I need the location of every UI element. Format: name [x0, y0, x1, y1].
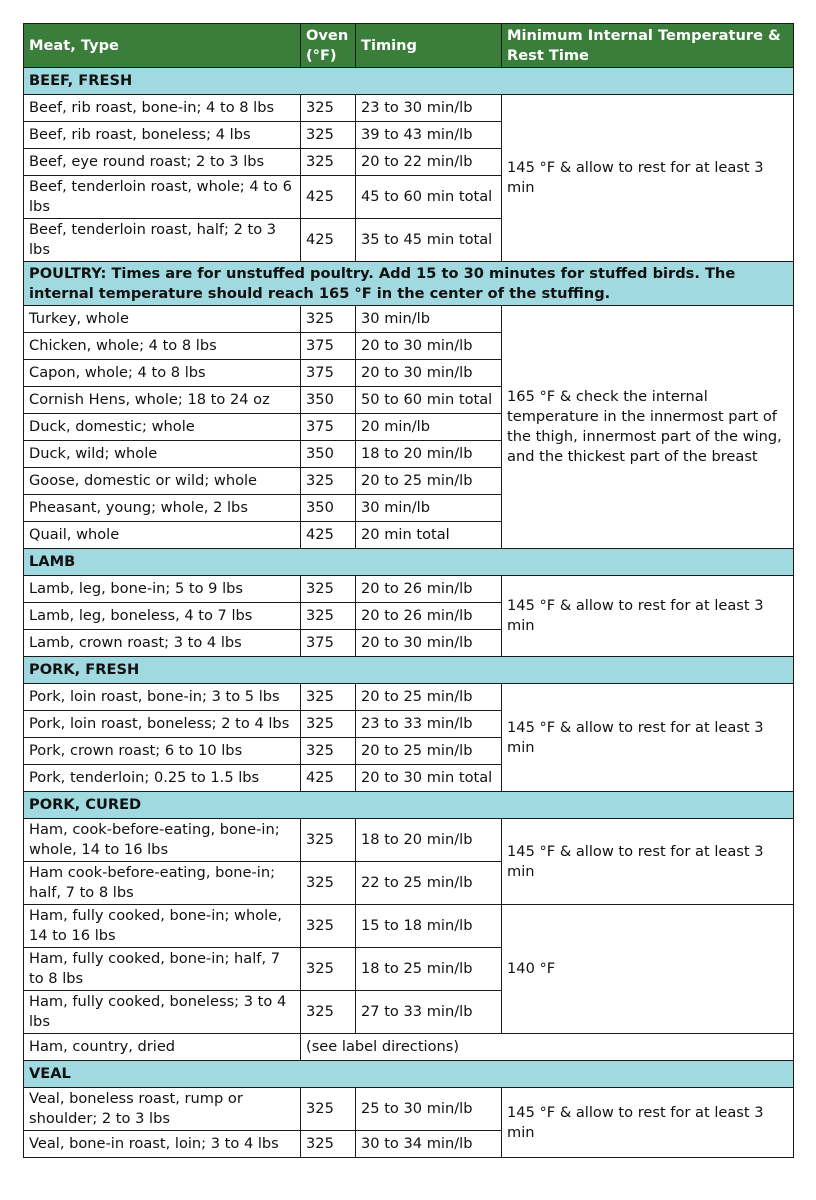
timing-cell: 20 to 30 min/lb: [356, 360, 502, 387]
roasting-table: [23, 23, 794, 1158]
min-temp-cell: 145 °F & allow to rest for at least 3 min: [502, 1088, 794, 1158]
header-row: [24, 24, 794, 68]
min-temp-cell: 145 °F & allow to rest for at least 3 min: [502, 819, 794, 905]
timing-cell: 20 to 30 min total: [356, 765, 502, 792]
meat-type-cell: Pork, loin roast, bone-in; 3 to 5 lbs: [24, 684, 301, 711]
table-row: [24, 1088, 794, 1131]
meat-type-cell: Beef, rib roast, bone-in; 4 to 8 lbs: [24, 95, 301, 122]
timing-cell: 50 to 60 min total: [356, 387, 502, 414]
table-row: [24, 1034, 794, 1061]
section-row: [24, 68, 794, 95]
meat-type-cell: Ham cook-before-eating, bone-in; half, 7 to 8 lbs: [24, 862, 301, 905]
roasting-chart: [23, 23, 793, 1158]
section-row: [24, 792, 794, 819]
min-temp-cell: 145 °F & allow to rest for at least 3 min: [502, 95, 794, 262]
timing-cell: 18 to 20 min/lb: [356, 441, 502, 468]
oven-temp-cell: 325: [301, 991, 356, 1034]
oven-temp-cell: 375: [301, 414, 356, 441]
timing-cell: 30 min/lb: [356, 306, 502, 333]
oven-temp-cell: 325: [301, 149, 356, 176]
timing-cell: 20 to 25 min/lb: [356, 738, 502, 765]
min-temp-cell: 145 °F & allow to rest for at least 3 min: [502, 684, 794, 792]
meat-type-cell: Goose, domestic or wild; whole: [24, 468, 301, 495]
min-temp-cell: 165 °F & check the internal temperature in the innermost part of the thigh, innermost part of the wing, and the thickest part of the breast: [502, 306, 794, 549]
timing-cell: 20 min/lb: [356, 414, 502, 441]
meat-type-cell: Lamb, leg, bone-in; 5 to 9 lbs: [24, 576, 301, 603]
meat-type-cell: Chicken, whole; 4 to 8 lbs: [24, 333, 301, 360]
min-temp-cell: 145 °F & allow to rest for at least 3 min: [502, 576, 794, 657]
meat-type-cell: Ham, cook-before-eating, bone-in; whole, 14 to 16 lbs: [24, 819, 301, 862]
meat-type-cell: Turkey, whole: [24, 306, 301, 333]
oven-temp-cell: 325: [301, 576, 356, 603]
timing-cell: 23 to 33 min/lb: [356, 711, 502, 738]
timing-cell: 23 to 30 min/lb: [356, 95, 502, 122]
oven-temp-cell: 325: [301, 95, 356, 122]
timing-cell: 27 to 33 min/lb: [356, 991, 502, 1034]
timing-cell: 18 to 20 min/lb: [356, 819, 502, 862]
header-min-temp: Minimum Internal Temperature & Rest Time: [502, 24, 794, 68]
timing-cell: 39 to 43 min/lb: [356, 122, 502, 149]
oven-temp-cell: 325: [301, 122, 356, 149]
meat-type-cell: Veal, boneless roast, rump or shoulder; 2 to 3 lbs: [24, 1088, 301, 1131]
table-row: [24, 95, 794, 122]
timing-cell: 20 to 26 min/lb: [356, 603, 502, 630]
section-title: BEEF, FRESH: [24, 68, 794, 95]
meat-type-cell: Duck, wild; whole: [24, 441, 301, 468]
oven-temp-cell: 350: [301, 387, 356, 414]
oven-temp-cell: 425: [301, 219, 356, 262]
timing-cell: 20 to 30 min/lb: [356, 333, 502, 360]
oven-temp-cell: 425: [301, 176, 356, 219]
oven-temp-cell: 325: [301, 1088, 356, 1131]
meat-type-cell: Duck, domestic; whole: [24, 414, 301, 441]
table-row: [24, 905, 794, 948]
meat-type-cell: Capon, whole; 4 to 8 lbs: [24, 360, 301, 387]
oven-temp-cell: 350: [301, 441, 356, 468]
section-title: VEAL: [24, 1061, 794, 1088]
section-title: PORK, FRESH: [24, 657, 794, 684]
timing-cell: 15 to 18 min/lb: [356, 905, 502, 948]
timing-cell: 35 to 45 min total: [356, 219, 502, 262]
timing-cell: 25 to 30 min/lb: [356, 1088, 502, 1131]
oven-temp-cell: 350: [301, 495, 356, 522]
oven-temp-cell: 325: [301, 306, 356, 333]
header-oven: Oven (°F): [301, 24, 356, 68]
timing-cell: 20 to 25 min/lb: [356, 684, 502, 711]
oven-temp-cell: 325: [301, 905, 356, 948]
section-row: [24, 549, 794, 576]
oven-temp-cell: 325: [301, 1131, 356, 1158]
oven-temp-cell: 375: [301, 360, 356, 387]
meat-type-cell: Cornish Hens, whole; 18 to 24 oz: [24, 387, 301, 414]
oven-temp-cell: 375: [301, 333, 356, 360]
timing-cell: 30 min/lb: [356, 495, 502, 522]
oven-temp-cell: 325: [301, 948, 356, 991]
min-temp-cell: 140 °F: [502, 905, 794, 1034]
oven-temp-cell: 425: [301, 765, 356, 792]
oven-temp-cell: 325: [301, 468, 356, 495]
table-row: [24, 306, 794, 333]
section-row: [24, 657, 794, 684]
timing-cell: 20 to 25 min/lb: [356, 468, 502, 495]
oven-temp-cell: 325: [301, 819, 356, 862]
header-timing: Timing: [356, 24, 502, 68]
meat-type-cell: Ham, fully cooked, boneless; 3 to 4 lbs: [24, 991, 301, 1034]
meat-type-cell: Veal, bone-in roast, loin; 3 to 4 lbs: [24, 1131, 301, 1158]
section-row: [24, 262, 794, 306]
timing-cell: 20 to 26 min/lb: [356, 576, 502, 603]
meat-type-cell: Ham, country, dried: [24, 1034, 301, 1061]
meat-type-cell: Ham, fully cooked, bone-in; half, 7 to 8 lbs: [24, 948, 301, 991]
meat-type-cell: Ham, fully cooked, bone-in; whole, 14 to 16 lbs: [24, 905, 301, 948]
meat-type-cell: Beef, eye round roast; 2 to 3 lbs: [24, 149, 301, 176]
meat-type-cell: Beef, rib roast, boneless; 4 lbs: [24, 122, 301, 149]
timing-cell: 22 to 25 min/lb: [356, 862, 502, 905]
oven-temp-cell: 325: [301, 603, 356, 630]
oven-temp-cell: 375: [301, 630, 356, 657]
meat-type-cell: Beef, tenderloin roast, whole; 4 to 6 lbs: [24, 176, 301, 219]
meat-type-cell: Lamb, leg, boneless, 4 to 7 lbs: [24, 603, 301, 630]
oven-temp-cell: 325: [301, 684, 356, 711]
section-title: POULTRY: Times are for unstuffed poultry. Add 15 to 30 minutes for stuffed birds. The internal temperature should reach 165 °F in the center of the stuffing.: [24, 262, 794, 306]
oven-temp-cell: 425: [301, 522, 356, 549]
meat-type-cell: Pork, loin roast, boneless; 2 to 4 lbs: [24, 711, 301, 738]
meat-type-cell: Pork, tenderloin; 0.25 to 1.5 lbs: [24, 765, 301, 792]
timing-cell: 18 to 25 min/lb: [356, 948, 502, 991]
timing-cell: 20 to 22 min/lb: [356, 149, 502, 176]
meat-type-cell: Lamb, crown roast; 3 to 4 lbs: [24, 630, 301, 657]
section-title: LAMB: [24, 549, 794, 576]
section-row: [24, 1061, 794, 1088]
meat-type-cell: Beef, tenderloin roast, half; 2 to 3 lbs: [24, 219, 301, 262]
meat-type-cell: Pork, crown roast; 6 to 10 lbs: [24, 738, 301, 765]
section-title: PORK, CURED: [24, 792, 794, 819]
meat-type-cell: Quail, whole: [24, 522, 301, 549]
timing-cell: 45 to 60 min total: [356, 176, 502, 219]
oven-temp-cell: 325: [301, 738, 356, 765]
oven-temp-cell: 325: [301, 862, 356, 905]
header-meat-type: Meat, Type: [24, 24, 301, 68]
oven-temp-cell: 325: [301, 711, 356, 738]
timing-cell: 20 min total: [356, 522, 502, 549]
table-row: [24, 819, 794, 862]
meat-type-cell: Pheasant, young; whole, 2 lbs: [24, 495, 301, 522]
timing-cell: 30 to 34 min/lb: [356, 1131, 502, 1158]
table-row: [24, 576, 794, 603]
timing-cell: 20 to 30 min/lb: [356, 630, 502, 657]
label-directions-note: (see label directions): [301, 1034, 794, 1061]
table-row: [24, 684, 794, 711]
